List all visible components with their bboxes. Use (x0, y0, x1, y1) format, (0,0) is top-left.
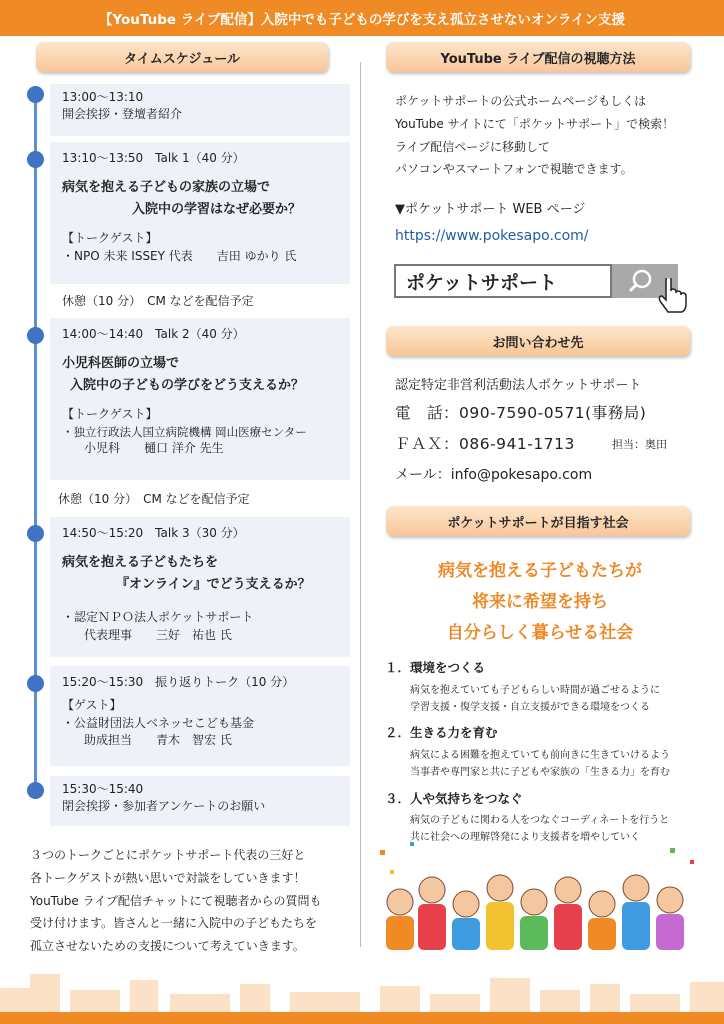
closing-line: ３つのトークごとにポケットサポート代表の三好と (30, 848, 306, 862)
guest-label: 【トークゲスト】 (62, 231, 158, 246)
block-time: 13:00〜13:10 (62, 90, 144, 104)
phone-number: 電 話：090-7590-0571(事務局) (395, 404, 647, 422)
column-divider (360, 62, 361, 947)
website-link[interactable]: https://www.pokesapo.com/ (395, 228, 589, 244)
talk-question: 入院中の子どもの学びをどう支えるか？ (70, 377, 305, 393)
goal-text-line: 病気による困難を抱えていても前向きに生きていけるよう (410, 750, 670, 761)
talk-question: 『オンライン』でどう支えるか？ (116, 576, 311, 592)
schedule-block-talk2 (50, 318, 350, 480)
goal-text (410, 683, 660, 716)
guest-name: ・公益財団法人ベネッセこども基金 (62, 715, 255, 730)
guest-name: ・認定ＮＰＯ法人ポケットサポート (62, 610, 254, 625)
closing-message (30, 844, 350, 958)
goal-text (410, 748, 670, 781)
goal-text-line: 病気の子どもに関わる人をつなぐコーディネートを行うと (410, 815, 670, 826)
web-page-label: ▼ポケットサポート WEB ページ (395, 202, 586, 217)
closing-line: 受け付けます。皆さんと一緒に入院中の子どもたちを (30, 916, 318, 931)
timeline-dot (27, 151, 44, 168)
pointer-hand-icon (656, 278, 692, 318)
banner-title: 【YouTube ライブ配信】入院中でも子どもの学びを支え孤立させないオンライン支援 (98, 12, 626, 28)
block-text: 開会挨拶・登壇者紹介 (62, 107, 183, 122)
email-address: メール：info@pokesapo.com (395, 467, 593, 483)
vision-line: 将来に希望を持ち (472, 592, 608, 612)
schedule-block-opening (50, 84, 350, 136)
city-skyline (0, 960, 724, 1012)
talk-question: 病気を抱える子どもたちを (62, 555, 219, 571)
watch-line: パソコンやスマートフォンで視聴できます。 (395, 162, 633, 177)
block-time: 14:50〜15:20 Talk 3（30 分） (62, 526, 245, 540)
timeline-dot (27, 86, 44, 103)
goal-title: １．環境をつくる (385, 660, 486, 675)
schedule-block-review (50, 666, 350, 766)
timeline-dot (27, 782, 44, 799)
organization-name: 認定特定非営利活動法人ポケットサポート (395, 378, 642, 393)
guest-label: 【トークゲスト】 (62, 407, 158, 422)
watch-instructions (395, 90, 674, 181)
goal-text-line: 学習支援・復学支援・自立支援ができる環境をつくる (410, 701, 650, 713)
guest-label: 【ゲスト】 (62, 698, 122, 713)
goal-header: ポケットサポートが目指す社会 (386, 506, 690, 536)
timeline-dot (27, 675, 44, 692)
talk-question: 病気を抱える子どもの家族の立場で (62, 180, 271, 196)
schedule-header: タイムスケジュール (36, 42, 328, 72)
block-text: 閉会挨拶・参加者アンケートのお願い (62, 799, 266, 814)
search-input[interactable]: ポケットサポート (394, 264, 612, 298)
goal-text-line: 病気を抱えていても子どもらしい時間が過ごせるように (410, 685, 660, 696)
guest-name: 小児科 樋口 洋介 先生 (84, 441, 224, 456)
break-text: 休憩（10 分） CM などを配信予定 (62, 294, 254, 308)
block-time: 15:20〜15:30 振り返りトーク（10 分） (62, 675, 295, 689)
closing-line: 孤立させないための支援について考えていきます。 (30, 939, 305, 954)
vision-line: 自分らしく暮らせる社会 (446, 623, 634, 643)
top-banner (0, 0, 724, 36)
goal-title: ２．生きる力を育む (385, 725, 498, 740)
timeline-dot (27, 327, 44, 344)
schedule-block-talk3 (50, 517, 350, 657)
closing-line: YouTube ライブ配信チャットにて視聴者からの質問も (30, 893, 322, 908)
talk-question: 小児科医師の立場で (62, 356, 180, 372)
watch-line: YouTube サイトにて「ポケットサポート」で検索！ (395, 116, 675, 131)
footer-bar (0, 1012, 724, 1024)
guest-name: 助成担当 青木 智宏 氏 (84, 733, 232, 748)
goal-text-line: 当事者や専門家と共に子どもや家族の「生きる力」を育む (410, 766, 670, 778)
block-time: 15:30〜15:40 (62, 782, 144, 796)
guest-name: 代表理事 三好 祐也 氏 (84, 627, 232, 642)
goal-text-line: 共に社会への理解啓発により支援者を増やしていく (410, 831, 640, 843)
break-text: 休憩（10 分） CM などを配信予定 (58, 492, 250, 506)
watch-line: ポケットサポートの公式ホームページもしくは (395, 94, 647, 108)
guest-name: ・独立行政法人国立病院機構 岡山医療センター (62, 424, 307, 439)
closing-line: 各トークゲストが熱い思いで対談をしていきます！ (30, 870, 306, 885)
watch-header: YouTube ライブ配信の視聴方法 (386, 42, 690, 72)
guest-name: ・NPO 未来 ISSEY 代表 吉田 ゆかり 氏 (62, 248, 297, 263)
vision-line: 病気を抱える子どもたちが (438, 561, 642, 581)
talk-question: 入院中の学習はなぜ必要か？ (132, 201, 302, 217)
block-time: 14:00〜14:40 Talk 2（40 分） (62, 327, 245, 341)
contact-header: お問い合わせ先 (386, 326, 690, 356)
schedule-block-talk1 (50, 142, 350, 284)
schedule-block-closing (50, 776, 350, 826)
contact-person: 担当：奥田 (612, 438, 667, 451)
timeline-dot (27, 525, 44, 542)
block-time: 13:10〜13:50 Talk 1（40 分） (62, 151, 245, 165)
goal-title: ３．人や気持ちをつなぐ (385, 791, 523, 806)
fax-number: ＦＡＸ：086-941-1713 (395, 435, 575, 453)
people-illustration (370, 830, 710, 950)
watch-line: ライブ配信ページに移動して (395, 139, 551, 154)
